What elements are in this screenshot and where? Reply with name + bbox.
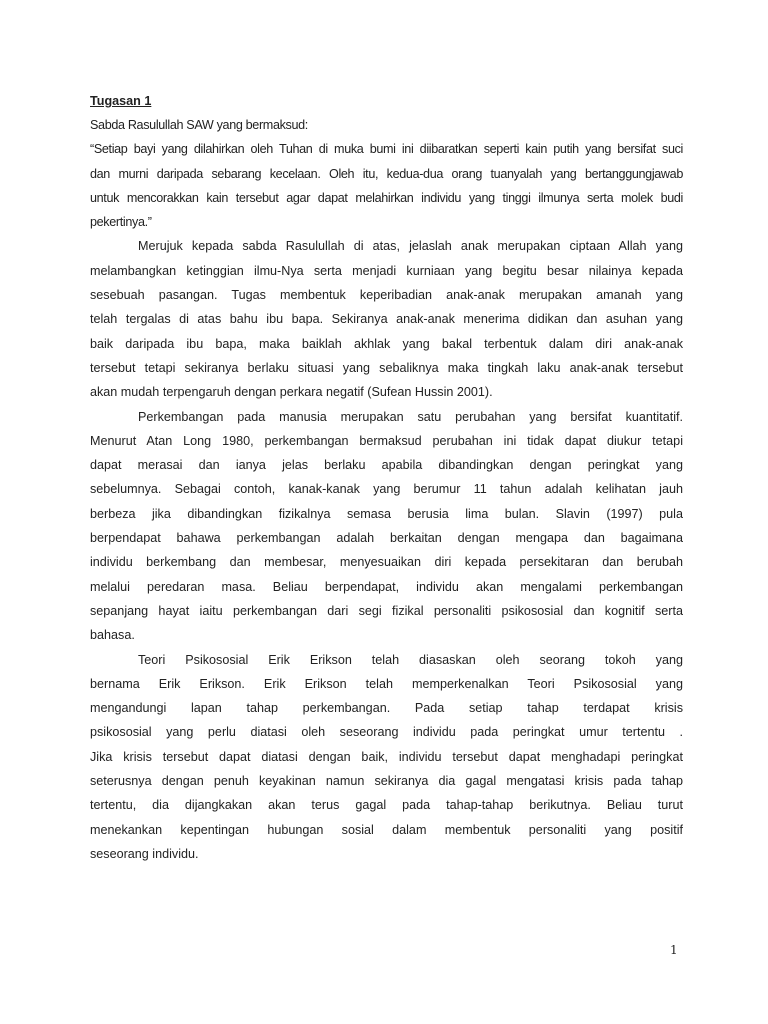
paragraph-line: tertentu, dia dijangkakan akan terus gagal pada tahap-tahap berikutnya. Beliau turut [90,798,683,813]
paragraph-line: berpendapat bahawa perkembangan adalah berkaitan dengan mengapa dan bagaimana [90,531,683,546]
paragraph-line: bernama Erik Erikson. Erik Erikson telah memperkenalkan Teori Psikososial yang [90,676,683,691]
quote-line: dan murni daripada sebarang kecelaan. Oleh itu, kedua-dua orang tuanyalah yang bertanggungjawab [90,166,683,181]
paragraph-line: baik daripada ibu bapa, maka baiklah akhlak yang bakal terbentuk dalam diri anak-anak [90,336,683,351]
paragraph-line: Jika krisis tersebut dapat diatasi dengan baik, individu tersebut dapat menghadapi peringkat [90,749,683,764]
paragraph-line: sesebuah pasangan. Tugas membentuk keperibadian anak-anak merupakan amanah yang [90,288,683,303]
quote-line: untuk mencorakkan kain tersebut agar dapat melahirkan individu yang tinggi ilmunya serta molek budi [90,190,683,205]
quote [90,137,683,234]
paragraph-line: individu berkembang dan membesar, menyesuaikan diri kepada persekitaran dan berubah [90,555,683,570]
paragraph-line: Perkembangan pada manusia merupakan satu perubahan yang bersifat kuantitatif. [138,409,683,424]
paragraph-line: akan mudah terpengaruh dengan perkara negatif (Sufean Hussin 2001). [90,385,493,400]
quote-line: pekertinya.” [90,215,152,230]
paragraph-line: melalui peredaran masa. Beliau berpendapat, individu akan mengalami perkembangan [90,579,683,594]
paragraph-line: telah tergalas di atas bahu ibu bapa. Sekiranya anak-anak menerima didikan dan asuhan yang [90,312,683,327]
paragraph [90,405,683,648]
paragraph-line: menekankan kepentingan hubungan sosial dalam membentuk personaliti yang positif [90,822,683,837]
intro-line: Sabda Rasulullah SAW yang bermaksud: [90,118,308,132]
paragraph-line: sebelumnya. Sebagai contoh, kanak-kanak yang berumur 11 tahun adalah kelihatan jauh [90,482,683,497]
paragraph [90,234,683,404]
paragraph [90,648,683,867]
paragraph-line: berbeza jika dibandingkan fizikalnya semasa berusia lima bulan. Slavin (1997) pula [90,506,683,521]
paragraph-line: seterusnya dengan penuh keyakinan namun sekiranya dia gagal mengatasi krisis pada tahap [90,774,683,789]
page-number: 1 [670,943,678,957]
document-page [90,90,683,866]
paragraph-line: Teori Psikososial Erik Erikson telah diasaskan oleh seorang tokoh yang [138,652,683,667]
paragraph-line: sepanjang hayat iaitu perkembangan dari segi fizikal personaliti psikososial dan kognitif serta [90,603,683,618]
body-paragraphs [90,234,683,866]
paragraph-line: bahasa. [90,628,135,643]
paragraph-line: psikososial yang perlu diatasi oleh seseorang individu pada peringkat umur tertentu . [90,725,683,740]
paragraph-line: dapat merasai dan ianya jelas berlaku apabila dibandingkan dengan peringkat yang [90,458,683,473]
quote-line: “Setiap bayi yang dilahirkan oleh Tuhan di muka bumi ini diibaratkan seperti kain putih yang bersifat suci [90,142,683,157]
paragraph-line: mengandungi lapan tahap perkembangan. Pada setiap tahap terdapat krisis [90,701,683,716]
paragraph-line: melambangkan ketinggian ilmu-Nya serta menjadi kurniaan yang begitu besar nilainya kepada [90,263,683,278]
paragraph-line: tersebut tetapi sekiranya berlaku situasi yang sebaliknya maka tingkah laku anak-anak tersebut [90,360,683,375]
paragraph-line: Menurut Atan Long 1980, perkembangan bermaksud perubahan ini tidak dapat diukur tetapi [90,433,683,448]
paragraph-line: seseorang individu. [90,846,199,861]
heading: Tugasan 1 [90,94,152,108]
paragraph-line: Merujuk kepada sabda Rasulullah di atas, jelaslah anak merupakan ciptaan Allah yang [138,239,683,254]
